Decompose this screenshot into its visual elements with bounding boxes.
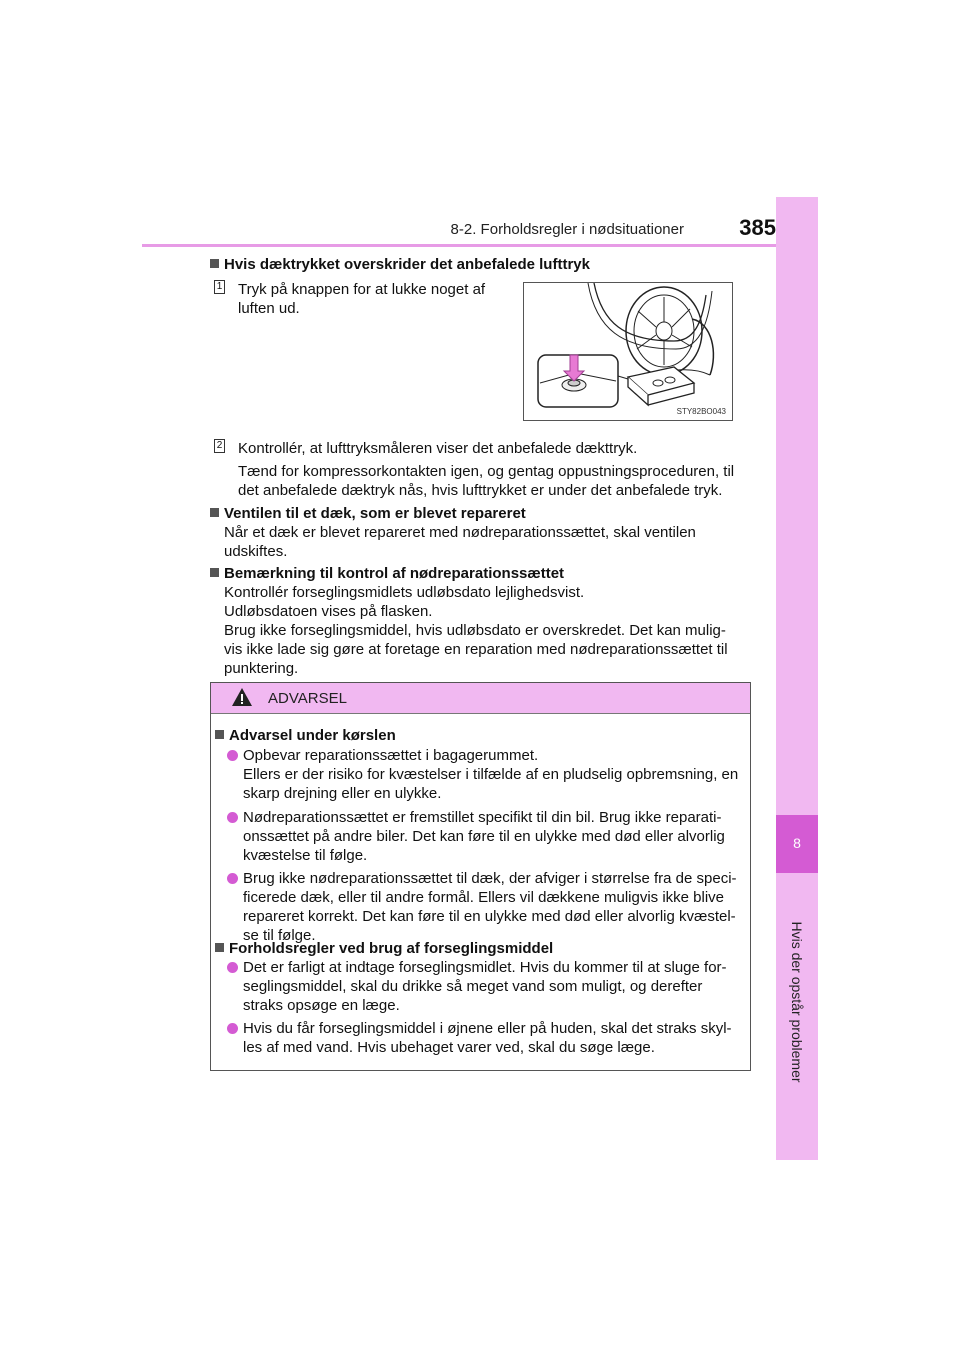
warning-bullet-3-line-4: se til følge. (243, 927, 316, 944)
warning-bullet-4-line-3: straks opsøge en læge. (243, 997, 400, 1014)
chapter-number: 8 (793, 835, 801, 851)
valve-line-1: Når et dæk er blevet repareret med nødreparationssættet, skal ventilen (224, 524, 696, 541)
bullet-dot-icon (227, 1023, 238, 1034)
remark-line-3: Brug ikke forseglingsmiddel, hvis udløbsdato er overskredet. Det kan mulig- (224, 622, 726, 639)
heading-pressure-exceeds: Hvis dæktrykket overskrider det anbefalede lufttryk (210, 255, 590, 274)
chapter-label: Hvis der opstår problemer (789, 921, 805, 1083)
step-1-line-2: luften ud. (238, 300, 300, 317)
warning-bullet-5-line-1: Hvis du får forseglingsmiddel i øjnene eller på huden, skal det straks skyl- (243, 1020, 732, 1037)
chapter-number-box (776, 815, 818, 873)
section-title: 8-2. Forholdsregler i nødsituationer (450, 221, 684, 238)
remark-line-4: vis ikke lade sig gøre at foretage en reparation med nødreparationssættet til (224, 641, 728, 658)
warning-heading-sealant: Forholdsregler ved brug af forseglingsmiddel (215, 939, 553, 958)
heading-valve: Ventilen til et dæk, som er blevet repareret (210, 504, 526, 523)
remark-line-5: punktering. (224, 660, 299, 677)
warning-heading-driving: Advarsel under kørslen (215, 726, 396, 745)
step-2-text: Kontrollér, at lufttryksmåleren viser det anbefalede dækttryk. (238, 440, 638, 457)
square-bullet-icon (215, 943, 224, 952)
warning-bullet-1-line-3: skarp drejning eller en ulykke. (243, 785, 442, 802)
bullet-dot-icon (227, 962, 238, 973)
warning-bullet-2-line-2: onssættet på andre biler. Det kan føre til en ulykke med død eller alvorlig (243, 828, 725, 845)
step-number-1: 1 (214, 280, 225, 294)
square-bullet-icon (210, 568, 219, 577)
header-rule (142, 244, 818, 247)
square-bullet-icon (215, 730, 224, 739)
warning-bullet-3-line-2: ficerede dæk, eller til andre formål. Ellers vil dækkene muligvis ikke blive (243, 889, 725, 906)
warning-bullet-4-line-2: seglingsmiddel, skal du drikke så meget vand som muligt, og derefter (243, 978, 703, 995)
tire-kit-drawing (524, 283, 732, 420)
remark-line-2: Udløbsdatoen vises på flasken. (224, 603, 433, 620)
warning-bullet-4-line-1: Det er farligt at indtage forseglingsmidlet. Hvis du kommer til at sluge for- (243, 959, 727, 976)
warning-bullet-2-line-1: Nødreparationssættet er fremstillet specifikt til din bil. Brug ikke reparati- (243, 809, 722, 826)
warning-bullet-1-line-1: Opbevar reparationssættet i bagagerummet. (243, 747, 539, 764)
remark-line-1: Kontrollér forseglingsmidlets udløbsdato lejlighedsvist. (224, 584, 585, 601)
bullet-dot-icon (227, 750, 238, 761)
warning-title: ADVARSEL (268, 690, 347, 707)
warning-triangle-icon (231, 687, 253, 707)
warning-bullet-5-line-2: les af med vand. Hvis ubehaget varer ved, skal du søge læge. (243, 1039, 655, 1056)
step-number-2: 2 (214, 439, 225, 453)
bullet-dot-icon (227, 873, 238, 884)
square-bullet-icon (210, 259, 219, 268)
bullet-dot-icon (227, 812, 238, 823)
warning-bullet-1-line-2: Ellers er der risiko for kvæstelser i tilfælde af en pludselig opbremsning, en (243, 766, 739, 783)
note-line-2: det anbefalede dæktryk nås, hvis lufttrykket er under det anbefalede tryk. (238, 482, 723, 499)
warning-bullet-3-line-3: repareret korrekt. Det kan føre til en ulykke med død eller alvorlig kvæstel- (243, 908, 736, 925)
square-bullet-icon (210, 508, 219, 517)
warning-header (211, 683, 750, 714)
note-line-1: Tænd for kompressorkontakten igen, og gentag oppustningsproceduren, til (238, 463, 735, 480)
warning-bullet-3-line-1: Brug ikke nødreparationssættet til dæk, der afviger i størrelse fra de speci- (243, 870, 737, 887)
page-number: 385 (739, 215, 776, 240)
step-1-line-1: Tryk på knappen for at lukke noget af (238, 281, 486, 298)
warning-bullet-2-line-3: kvæstelse til følge. (243, 847, 368, 864)
valve-line-2: udskiftes. (224, 543, 288, 560)
heading-remark: Bemærkning til kontrol af nødreparationssættet (210, 564, 564, 583)
illustration-tire-repair-kit (523, 282, 733, 421)
figure-code: STY82BO043 (676, 407, 726, 416)
warning-box (210, 682, 751, 1071)
